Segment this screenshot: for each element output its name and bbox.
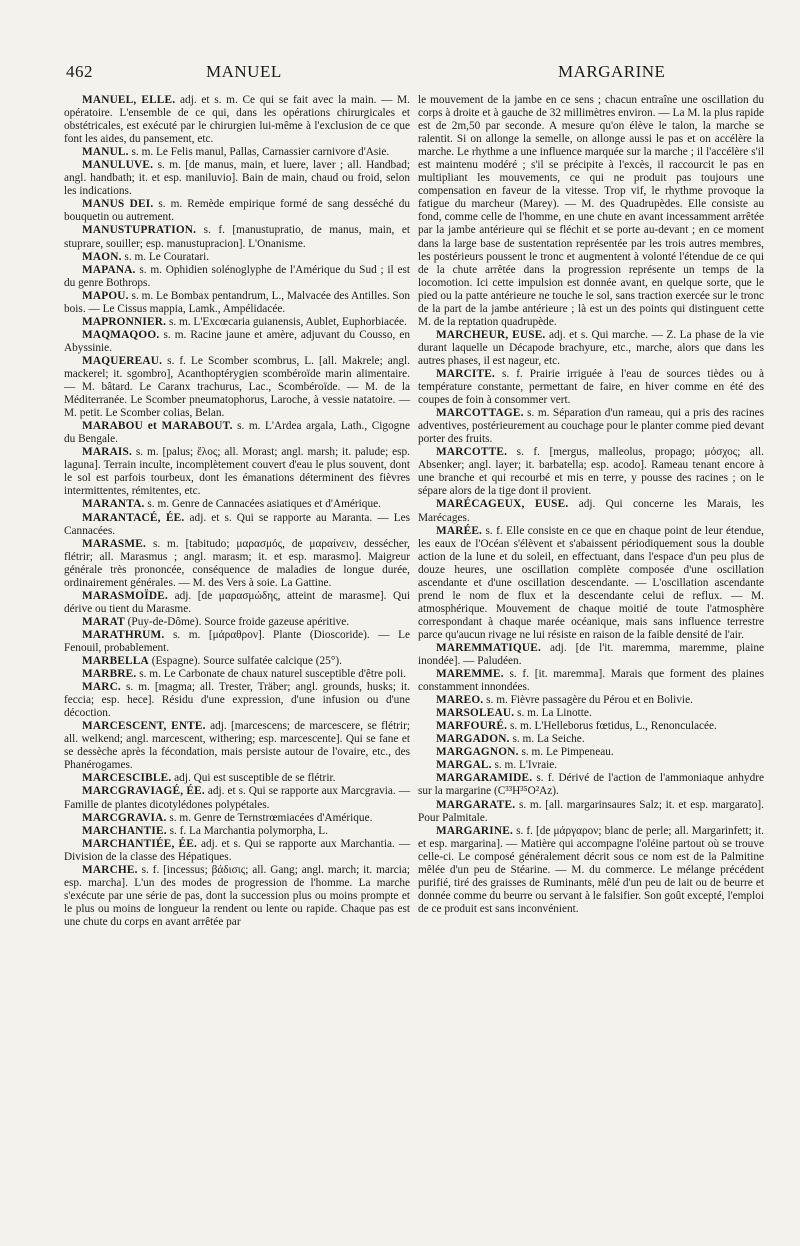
entry-definition: s. m. [de manus, main, et luere, laver ; all. Handbad; angl. handbath; it. et esp. maniluvio]. Bain de main, chaud ou froid, selon les indications. <box>64 159 410 198</box>
entry-definition: adj. [marcescens; de marcescere, se flétrir; all. welkend; angl. marcescent, withering; esp. marcescente]. Qui se fane et se dessèche après la fécondation, mais persiste autour de l'ovaire, etc., des Phanérogames. <box>64 720 411 772</box>
dictionary-entry <box>418 368 764 407</box>
entry-headword: MARSOLEAU. <box>436 707 515 720</box>
entry-definition: s. m. Le Carbonate de chaux naturel susceptible d'être poli. <box>139 668 407 681</box>
dictionary-entry <box>64 316 410 329</box>
dictionary-entry <box>64 420 410 446</box>
entry-definition: s. m. L'Helleborus fœtidus, L., Renonculacée. <box>509 720 717 733</box>
entry-definition: s. m. [all. margarinsaures Salz; it. et esp. margarato]. Pour Palmitale. <box>418 798 764 824</box>
entry-definition: s. m. [μάραθρον]. Plante (Dioscoride). — Le Fenouil, probablement. <box>64 628 410 654</box>
entry-definition: s. m. Racine jaune et amère, adjuvant du Cousso, en Abyssinie. <box>64 328 410 354</box>
entry-definition: s. m. Le Pimpeneau. <box>521 746 614 759</box>
entry-headword: MARANTA. <box>82 498 145 511</box>
dictionary-entry <box>418 799 764 825</box>
dictionary-entry <box>64 825 410 838</box>
entry-definition: s. m. Genre de Cannacées asiatiques et d'Amérique. <box>147 498 381 511</box>
entry-headword: MARCGRAVIAGÉ, ÉE. <box>82 785 205 798</box>
entry-definition: s. m. Remède empirique formé de sang desséché du bouquetin ou autrement. <box>64 198 410 224</box>
dictionary-entry <box>64 251 410 264</box>
entry-definition: le mouvement de la jambe en ce sens ; chacun entraîne une oscillation du corps à droite et à gauche de 32 millimètres environ. — La M. la plus rapide est de 2m,50 par seconde. A mesure qu'on élève le talon, la marche se ralentit. Si on allonge la semelle, on allonge aussi le pas et on accélère la marche. Le rhythme a une influence marquée sur la marche ; il l'accélère s'il est maintenu modéré ; s'il se précipite à l'excès, il raccourcit le pas en multipliant les mouvements, ce qui ne produit pas toujours une compensation en faveur de la vitesse. Trop vif, le rhythme provoque la fatigue du marcheur (Marey). — M. des Quadrupèdes. Elle consiste au fond, comme celle de l'homme, en une chute en avant incessamment arrêtée par la jambe antérieure qui se fléchit et se porte au-devant ; en ce moment dans la large base de sustentation représentée par les trois autres membres, les postérieurs poussent le tronc et augmentent à volonté l'étendue de ce qui de la chute arrêtée dans la progression représente un temps de la locomotion. Ici cette impulsion est donnée avant, en quelque sorte, que le pied ou la patte antérieure ne touche le sol, sans traction exercée sur le tronc de la part de la jambe antérieure ; là est un des points qui distinguent cette M. de la reptation quadrupède. <box>418 94 764 328</box>
entry-definition: s. f. [mergus, malleolus, propago; μόσχος; all. Absenker; angl. layer; it. barbatella; esp. acodo]. Rameau tenant encore à une branche et qui recourbé et mis en terre, y pousse des racines ; on le sépare alors de la tige dont il provient. <box>418 446 765 498</box>
entry-definition: s. m. Le Couratari. <box>124 250 210 263</box>
dictionary-entry <box>64 224 410 250</box>
entry-definition: s. f. [it. maremma]. Marais que forment des plaines constamment innondées. <box>418 668 765 694</box>
entry-headword: MANULUVE. <box>82 159 154 172</box>
page-number: 462 <box>66 62 93 81</box>
entry-headword: MARAIS. <box>82 446 133 459</box>
entry-definition: s. f. La Marchantia polymorpha, L. <box>169 824 328 837</box>
entry-definition: s. f. [incessus; βάδισις; all. Gang; angl. march; it. marcia; esp. marcha]. L'un des modes de progression de l'homme. La marche s'exécute par une série de pas, dont la succession plus ou moins prompte et le plus ou moins de longueur la rendent ou lente ou rapide. Chaque pas est une chute du corps en avant arrêtée par <box>64 863 410 928</box>
dictionary-entry <box>418 694 764 707</box>
entry-definition: s. f. Le Scomber scombrus, L. [all. Makrele; angl. mackerel; it. sgombro], Acanthoptérygien scombéroïde marin alimentaire. — M. bâtard. Le Caranx trachurus, Lac., Scombéroïde. — M. de la Méditerranée. Le Scomber pneumatophorus, Laroche, à vessie natatoire. — M. petit. Le Scomber colias, Belan. <box>64 354 411 420</box>
dictionary-entry <box>64 838 410 864</box>
dictionary-entry <box>418 446 764 498</box>
entry-definition: adj. et s. m. Ce qui se fait avec la main. — M. opératoire. L'ensemble de ce qui, dans les opérations chirurgicales et obstétricales, est exécuté par le chirurgien lui-même à l'exclusion de ce que font les aides, du pansement, etc. <box>64 94 411 146</box>
header-first-word: MANUEL <box>206 62 282 81</box>
entry-definition: (Espagne). Source sulfatée calcique (25°). <box>151 655 342 668</box>
header-last-word: MARGARINE <box>558 62 666 81</box>
dictionary-entry <box>64 198 410 224</box>
entry-definition: s. m. [palus; ἕλος; all. Morast; angl. marsh; it. palude; esp. laguna]. Terrain inculte, incomplètement couvert d'eau le plus souvent, dont le sol est parfois tourbeux, dont les émanations déterminent des fièvres intermittentes, rémitentes, etc. <box>64 446 410 498</box>
entry-headword: MARGADON. <box>436 733 510 746</box>
entry-headword: MARCHE. <box>82 863 138 876</box>
entry-headword: MAPANA. <box>82 263 136 276</box>
dictionary-entry <box>418 720 764 733</box>
dictionary-entry <box>64 616 410 629</box>
entry-headword: MARÉCAGEUX, EUSE. <box>436 498 569 511</box>
entry-headword: MARGAGNON. <box>436 746 519 759</box>
entry-headword: MARCESCENT, ENTE. <box>82 720 206 733</box>
entry-definition: s. m. L'Ardea argala, Lath., Cigogne du Bengale. <box>64 420 410 446</box>
entry-definition: s. m. L'Excœcaria guianensis, Aublet, Euphorbiacée. <box>168 315 407 328</box>
dictionary-entry <box>64 629 410 655</box>
dictionary-entry <box>418 707 764 720</box>
entry-headword: MARCHANTIÉE, ÉE. <box>82 837 198 850</box>
dictionary-entry <box>64 512 410 538</box>
entry-definition: s. m. Le Bombax pentandrum, L., Malvacée des Antilles. Son bois. — Le Cissus mappia, Lamk., Ampélidacée. <box>64 289 410 315</box>
dictionary-entry <box>418 759 764 772</box>
entry-headword: MANUL. <box>82 146 129 159</box>
entry-definition: s. m. Fièvre passagère du Pérou et en Bolivie. <box>486 694 693 707</box>
entry-headword: MAQMAQOO. <box>82 328 160 341</box>
entry-definition: adj. et s. Qui se rapporte aux Marchantia. — Division de la classe des Hépatiques. <box>64 837 410 863</box>
dictionary-entry <box>418 825 764 916</box>
entry-definition: adj. et s. Qui se rapporte au Maranta. — Les Cannacées. <box>64 511 411 537</box>
entry-definition: s. f. [de μάργαρον; blanc de perle; all. Margarinfett; it. et esp. margarina]. — Matière qui accompagne l'oléine partout où se trouve celle-ci. Le composé généralement décrit sous ce nom est de la Palmitine mêlée d'un peu de Stéarine. — M. du commerce. Le mélange précédent purifié, tiré des graisses de Ruminants, mêlé d'un peu de lait ou de beurre et donnée comme du beurre ou servant à le falsifier. Son goût excepté, l'emploi de ce produit est sans inconvénient. <box>418 824 764 915</box>
dictionary-entry <box>418 733 764 746</box>
dictionary-entry <box>64 655 410 668</box>
entry-definition: s. f. [manustupratio, de manus, main, et stuprare, souiller; esp. manustupracion]. L'Onanisme. <box>64 224 410 250</box>
entry-headword: MARATHRUM. <box>82 628 165 641</box>
dictionary-entry <box>418 525 764 642</box>
entry-headword: MARCOTTAGE. <box>436 407 524 420</box>
entry-headword: MARBRE. <box>82 668 137 681</box>
entry-headword: MAPOU. <box>82 289 129 302</box>
dictionary-entry <box>418 94 764 329</box>
dictionary-entry <box>418 642 764 668</box>
dictionary-entry <box>418 746 764 759</box>
entry-definition: s. f. Dérivé de l'action de l'ammoniaque anhydre sur la margarine (C³³H³⁵O²Az). <box>418 772 764 798</box>
entry-headword: MARGAL. <box>436 759 492 772</box>
entry-headword: MAON. <box>82 250 122 263</box>
entry-definition: adj. [de l'it. maremma, maremme, plaine inondée]. — Paludéen. <box>418 641 764 668</box>
entry-headword: MAQUEREAU. <box>82 354 163 367</box>
entry-definition: s. m. Le Felis manul, Pallas, Carnassier carnivore d'Asie. <box>131 146 390 159</box>
dictionary-entry <box>64 785 410 811</box>
entry-definition: (Puy-de-Dôme). Source froide gazeuse apéritive. <box>127 615 350 628</box>
entry-definition: adj. et s. Qui se rapporte aux Marcgravia. — Famille de plantes dicotylédones polypétales. <box>64 785 411 811</box>
dictionary-entry <box>64 159 410 198</box>
entry-headword: MANUSTUPRATION. <box>82 224 197 237</box>
entry-headword: MARANTACÉ, ÉE. <box>82 511 185 524</box>
dictionary-entry <box>64 590 410 616</box>
right-column <box>418 94 764 916</box>
dictionary-entry <box>64 264 410 290</box>
dictionary-entry <box>64 498 410 511</box>
dictionary-entry <box>418 498 764 524</box>
dictionary-entry <box>64 329 410 355</box>
entry-definition: adj. et s. Qui marche. — Z. La phase de la vie durant laquelle un Décapode brachyure, etc., marche, alors que dans les autres phases, il est nageur, etc. <box>418 328 765 367</box>
entry-definition: adj. Qui est susceptible de se flétrir. <box>174 772 336 785</box>
dictionary-entry <box>64 290 410 316</box>
dictionary-entry <box>418 329 764 368</box>
running-header <box>66 62 760 84</box>
entry-definition: s. f. Elle consiste en ce que en chaque point de leur étendue, les eaux de l'Océan s'élèvent et s'abaissent périodiquement sous la double action de la lune et du soleil, en effectuant, dans l'espace d'un peu plus de douze heures, une oscillation complète composée d'une oscillation ascendante et d'une oscillation descendante. — L'oscillation ascendante prend le nom de flux et la descendante celui de reflux. — M. atmosphérique. Mouvement de chaque moitié de toute l'atmosphère correspondant à chaque marée océanique, mais sans influence terrestre parce qu'aucun rivage ne lui résiste en raison de la faible densité de l'air. <box>418 524 764 641</box>
entry-headword: MAREMMATIQUE. <box>436 641 541 654</box>
entry-headword: MARFOURÉ. <box>436 720 508 733</box>
entry-headword: MARASME. <box>82 537 147 550</box>
entry-definition: s. m. La Seiche. <box>512 733 585 746</box>
dictionary-entry <box>64 812 410 825</box>
entry-definition: adj. Qui concerne les Marais, les Marécages. <box>418 498 765 524</box>
entry-headword: MARGARINE. <box>436 824 513 837</box>
entry-headword: MARABOU et MARABOUT. <box>82 420 233 433</box>
entry-definition: s. m. Ophidien solénoglyphe de l'Amérique du Sud ; il est du genre Bothrops. <box>64 263 410 289</box>
dictionary-entry <box>418 407 764 446</box>
dictionary-entry <box>64 538 410 590</box>
dictionary-entry <box>418 668 764 694</box>
dictionary-entry <box>64 94 410 146</box>
dictionary-entry <box>64 146 410 159</box>
entry-headword: MARÉE. <box>436 524 483 537</box>
dictionary-entry <box>64 668 410 681</box>
entry-headword: MARGARAMIDE. <box>436 772 533 785</box>
entry-definition: s. m. [magma; all. Trester, Träber; angl. grounds, husks; it. feccia; esp. hece]. Résidu d'une expression, d'une infusion ou d'une décoction. <box>64 681 411 720</box>
entry-definition: s. m. Genre de Ternstrœmiacées d'Amérique. <box>169 811 373 824</box>
entry-definition: s. m. [tabitudo; μαρασμός, de μαραίνειν, dessécher, flétrir; all. Marasmus ; angl. marasm; it. et esp. marasmo]. Maigreur générale très prononcée, conséquence de maladies de longue durée, ordinairement générales. — M. des Vers à soie. La Gattine. <box>64 537 410 589</box>
entry-definition: s. m. L'Ivraie. <box>494 759 558 772</box>
entry-headword: MARCHEUR, EUSE. <box>436 328 546 341</box>
dictionary-entry <box>64 864 410 929</box>
entry-headword: MANUEL, ELLE. <box>82 94 176 106</box>
entry-definition: s. f. Prairie irriguée à l'eau de sources tièdes ou à température constante, permettant de faire, en hiver comme en été des coupes de foin à consommer vert. <box>418 367 765 407</box>
entry-headword: MARBELLA <box>82 655 149 668</box>
dictionary-entry <box>418 772 764 798</box>
entry-headword: MAPRONNIER. <box>82 315 167 328</box>
entry-definition: s. m. Séparation d'un rameau, qui a pris des racines adventives, postérieurement au couchage pour le planter comme pied devant porter des fruits. <box>418 407 765 446</box>
entry-headword: MARGARATE. <box>436 798 516 811</box>
dictionary-entry <box>64 355 410 420</box>
entry-headword: MARC. <box>82 681 121 694</box>
entry-headword: MARCITE. <box>436 367 496 380</box>
entry-definition: s. m. La Linotte. <box>517 707 592 720</box>
entry-headword: MARCOTTE. <box>436 446 508 459</box>
entry-headword: MANUS DEI. <box>82 198 154 211</box>
entry-headword: MARCESCIBLE. <box>82 772 172 785</box>
left-column <box>64 94 410 929</box>
dictionary-entry <box>64 446 410 498</box>
dictionary-entry <box>64 681 410 720</box>
entry-headword: MARCGRAVIA. <box>82 811 167 824</box>
entry-headword: MARCHANTIE. <box>82 824 167 837</box>
dictionary-entry <box>64 720 410 772</box>
entry-headword: MAREO. <box>436 694 484 707</box>
entry-headword: MARASMOÏDE. <box>82 589 168 602</box>
entry-headword: MARAT <box>82 615 125 628</box>
entry-headword: MAREMME. <box>436 668 504 681</box>
dictionary-entry <box>64 772 410 785</box>
entry-definition: adj. [de μαρασμώδης, atteint de marasme]. Qui dérive ou tient du Marasme. <box>64 589 410 615</box>
